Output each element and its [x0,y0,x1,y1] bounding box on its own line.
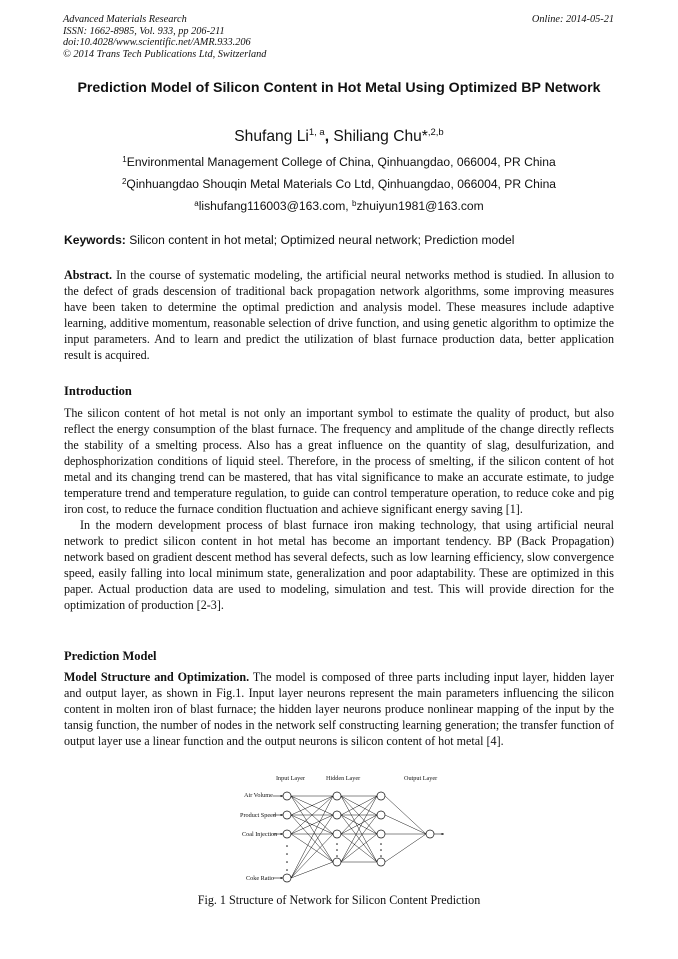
introduction-paragraph-1: The silicon content of hot metal is not only an important symbol to estimate the quality of product, but also reflect the energy consumption of the blast furnace. The frequency and amplitude of the change directly reflects the stability of a smelting process. Also has a great influence on the quantity of slag, desulfurization, and dephosphorization conditions of liquid steel. Therefore, in the process of smelting, if the silicon content of hot metal and its changing trend can be mastered, that has vital significance to make an accurate estimate, to judge temperature trend and temperature regulation, to guide can control temperature operation, to reduce coke and pig iron cost, to reduce the furnace condition fluctuation and achieve significant energy saving [1]. [64,406,614,516]
abstract-label: Abstract. [64,268,113,282]
introduction-body [64,405,614,613]
hidden-node [377,830,385,838]
ellipsis-dot [380,849,382,851]
doi-line: doi:10.4028/www.scientific.net/AMR.933.206 [63,37,251,49]
keywords-label: Keywords: [64,233,126,247]
email-a[interactable]: lishufang116003@163.com [198,199,346,213]
email-b[interactable]: zhuiyun1981@163.com [356,199,484,213]
ellipsis-dot [336,855,338,857]
affiliation-1-text: Environmental Management College of China, Qinhuangdao, 066004, PR China [126,155,556,169]
hidden-node [377,811,385,819]
author-1-sup: 1, a [308,127,325,138]
ellipsis-dot [336,849,338,851]
email-separator: , [345,199,352,213]
ellipsis-dot [286,845,288,847]
hidden-node [333,858,341,866]
connection-line [291,834,333,878]
author-1: Shufang Li [234,128,309,145]
copyright-line: © 2014 Trans Tech Publications Ltd, Switzerland [63,48,267,60]
online-date: Online: 2014-05-21 [531,14,614,25]
author-2-sup: ,2,b [427,127,444,138]
author-line [0,127,678,147]
connection-line [291,796,333,878]
journal-name: Advanced Materials Research [63,14,187,25]
input-node [283,874,291,882]
affiliation-2-text: Qinhuangdao Shouqin Metal Materials Co Ltd, Qinhuangdao, 066004, PR China [126,177,557,191]
abstract-text: In the course of systematic modeling, the artificial neural networks method is studied. In allusion to the defect of grads descension of traditional back propagation network algorithms, some improving measures have been taken to determine the optimal prediction and analysis model. These measures include adaptive learning, additive momentum, reasonable selection of drive function, and using genetic algorithm to optimize the input parameters. And to learn and predict the utilization of blast furnace production data, better application result is acquired. [64,268,614,362]
input-node [283,792,291,800]
email-line [0,199,678,214]
hidden-node [377,792,385,800]
author-2: Shiliang Chu* [333,128,428,145]
affiliation-2-sup: 2 [121,177,127,186]
affiliation-1-sup: 1 [122,155,127,164]
input-node [283,830,291,838]
journal-header [63,14,614,60]
input-label-product-speed: Product Speed [240,812,276,819]
model-structure-text: The model is composed of three parts including input layer, hidden layer and output layer, as shown in Fig.1. Input layer neurons represent the main parameters influencing the silicon content in molten iron of blast furnace; the hidden layer neurons produce nonlinear mapping of the input by the tansig function, the number of nodes in the network self constructing learning generation; the transfer function of output layer use a linear function and the output neurons is silicon content of hot metal [4]. [64,670,614,748]
ellipsis-dot [380,843,382,845]
affiliation-2 [0,177,678,192]
input-layer-label: Input Layer [276,775,306,782]
connection-line [385,796,426,834]
hidden-node [333,792,341,800]
hidden-node [333,830,341,838]
network-structure-figure [230,770,450,888]
ellipsis-dot [380,855,382,857]
input-label-coal-injection: Coal Injection [242,831,278,838]
introduction-paragraph-2: In the modern development process of blast furnace iron making technology, that using artificial neural network to predict silicon content in hot metal has become an important tendency. BP (Back Propagation) network based on gradient descent method has several defects, such as low learning efficiency, slow convergence speed, easily falling into local minimum state, generalization and poor adaptability. These are optimized in this paper. Actual production data are used to modeling, simulation and test. This will provide direction for the optimization of production [2-3]. [64,518,614,612]
connection-line [291,796,333,862]
ellipsis-dot [286,853,288,855]
keywords-text: Silicon content in hot metal; Optimized neural network; Prediction model [129,233,515,247]
paper-title: Prediction Model of Silicon Content in Hot Metal Using Optimized BP Network [77,80,601,96]
figure-caption: Fig. 1 Structure of Network for Silicon Content Prediction [197,893,481,907]
connection-line [291,862,333,878]
ellipsis-dot [286,869,288,871]
keywords [64,233,614,248]
issn-line: ISSN: 1662-8985, Vol. 933, pp 206-211 [63,25,225,37]
email-b-sup: b [352,199,357,208]
input-node [283,811,291,819]
introduction-heading: Introduction [64,384,132,398]
connection-line [385,834,426,862]
affiliation-1 [0,155,678,170]
abstract [64,267,614,363]
input-label-coke-ratio: Coke Ratio [246,875,275,882]
hidden-node [377,858,385,866]
model-structure-label: Model Structure and Optimization. [64,670,250,684]
network-graph [273,792,444,882]
ellipsis-dot [336,843,338,845]
prediction-model-heading: Prediction Model [64,649,157,663]
output-node [426,830,434,838]
hidden-node [333,811,341,819]
prediction-model-body [64,669,614,749]
author-separator: , [324,128,334,145]
connection-line [385,815,426,834]
input-label-air-volume: Air Volume [244,792,273,799]
hidden-layer-label: Hidden Layer [326,775,361,782]
ellipsis-dot [286,861,288,863]
email-a-sup: a [194,199,199,208]
output-layer-label: Output Layer [404,775,438,782]
